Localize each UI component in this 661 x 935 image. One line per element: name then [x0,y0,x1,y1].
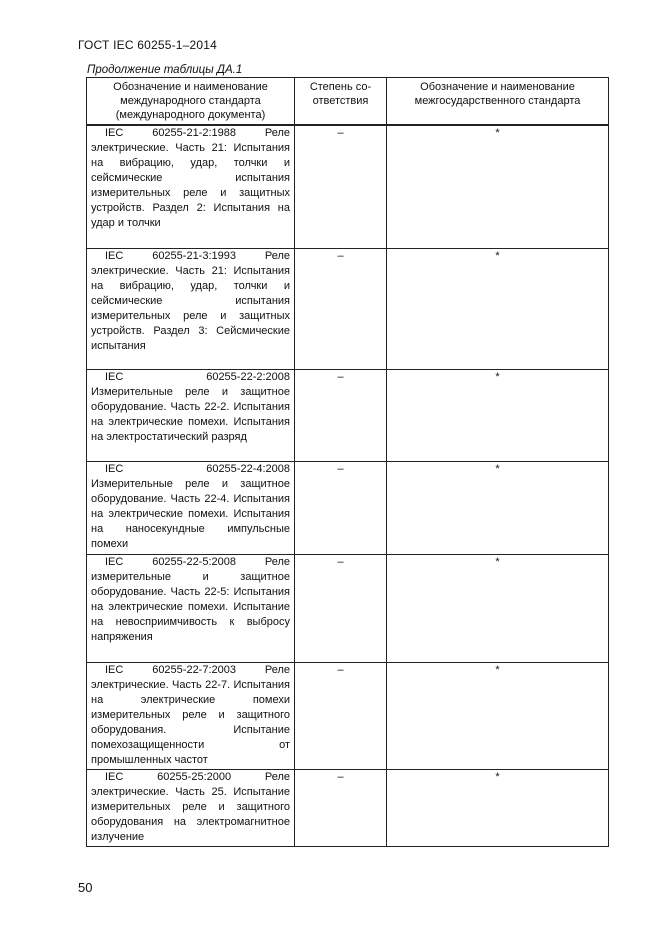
interstate-standard-cell: * [387,769,609,846]
table-caption: Продолжение таблицы ДА.1 [87,64,243,76]
international-standard-cell: IEC 60255-25:2000 Реле электрические. Часть 25. Испытание измерительных реле и защитного оборудования на электромагнитное излучение [87,769,295,846]
compliance-degree-cell: – [295,461,387,554]
international-standard-cell: IEC 60255-21-3:1993 Реле электрические. Часть 21: Испытания на вибрацию, удар, толчки и сейсмические испытания измерительных реле и защитных устройств. Раздел 3: Сейсмические испытания [87,248,295,369]
table-body [87,125,609,846]
international-standard-cell: IEC 60255-22-4:2008 Измерительные реле и защитное оборудование. Часть 22-4. Испытания на электрические помехи. Испытания на наносекундные импульсные помехи [87,461,295,554]
header-row [87,78,609,126]
international-standard-cell: IEC 60255-22-5:2008 Реле измерительные и защитное оборудование. Часть 22-5: Испытания на электрические помехи. Испытание на невосприимчивость к выбросу напряжения [87,554,295,662]
column-header-degree: Степень со-ответствия [295,78,387,126]
international-standard-cell: IEC 60255-21-2:1988 Реле электрические. Часть 21: Испытания на вибрацию, удар, толчки и сейсмические испытания измерительных реле и защитных устройств. Раздел 2: Испытания на удар и толчки [87,125,295,248]
interstate-standard-cell: * [387,461,609,554]
international-standard-cell: IEC 60255-22-2:2008 Измерительные реле и защитное оборудование. Часть 22-2. Испытания на электрические помехи. Испытания на электростатический разряд [87,369,295,461]
page-number: 50 [78,880,93,895]
international-standard-cell: IEC 60255-22-7:2003 Реле электрические. Часть 22-7. Испытания на электрические помехи измерительных реле и защитного оборудования. Испытание помехозащищенности от промышленных частот [87,662,295,769]
interstate-standard-cell: * [387,662,609,769]
table-row [87,554,609,662]
compliance-degree-cell: – [295,369,387,461]
compliance-degree-cell: – [295,248,387,369]
compliance-degree-cell: – [295,769,387,846]
table-header [87,78,609,126]
interstate-standard-cell: * [387,125,609,248]
compliance-degree-cell: – [295,125,387,248]
compliance-degree-cell: – [295,662,387,769]
document-header: ГОСТ IEC 60255-1–2014 [78,38,218,52]
column-header-international: Обозначение и наименование международного стандарта (международного документа) [87,78,295,126]
compliance-degree-cell: – [295,554,387,662]
table-row [87,125,609,248]
table-row [87,662,609,769]
interstate-standard-cell: * [387,554,609,662]
table-row [87,461,609,554]
interstate-standard-cell: * [387,369,609,461]
table-row [87,248,609,369]
table-row [87,769,609,846]
column-header-interstate: Обозначение и наименование межгосударственного стандарта [387,78,609,126]
table-row [87,369,609,461]
interstate-standard-cell: * [387,248,609,369]
standards-table [86,77,609,847]
